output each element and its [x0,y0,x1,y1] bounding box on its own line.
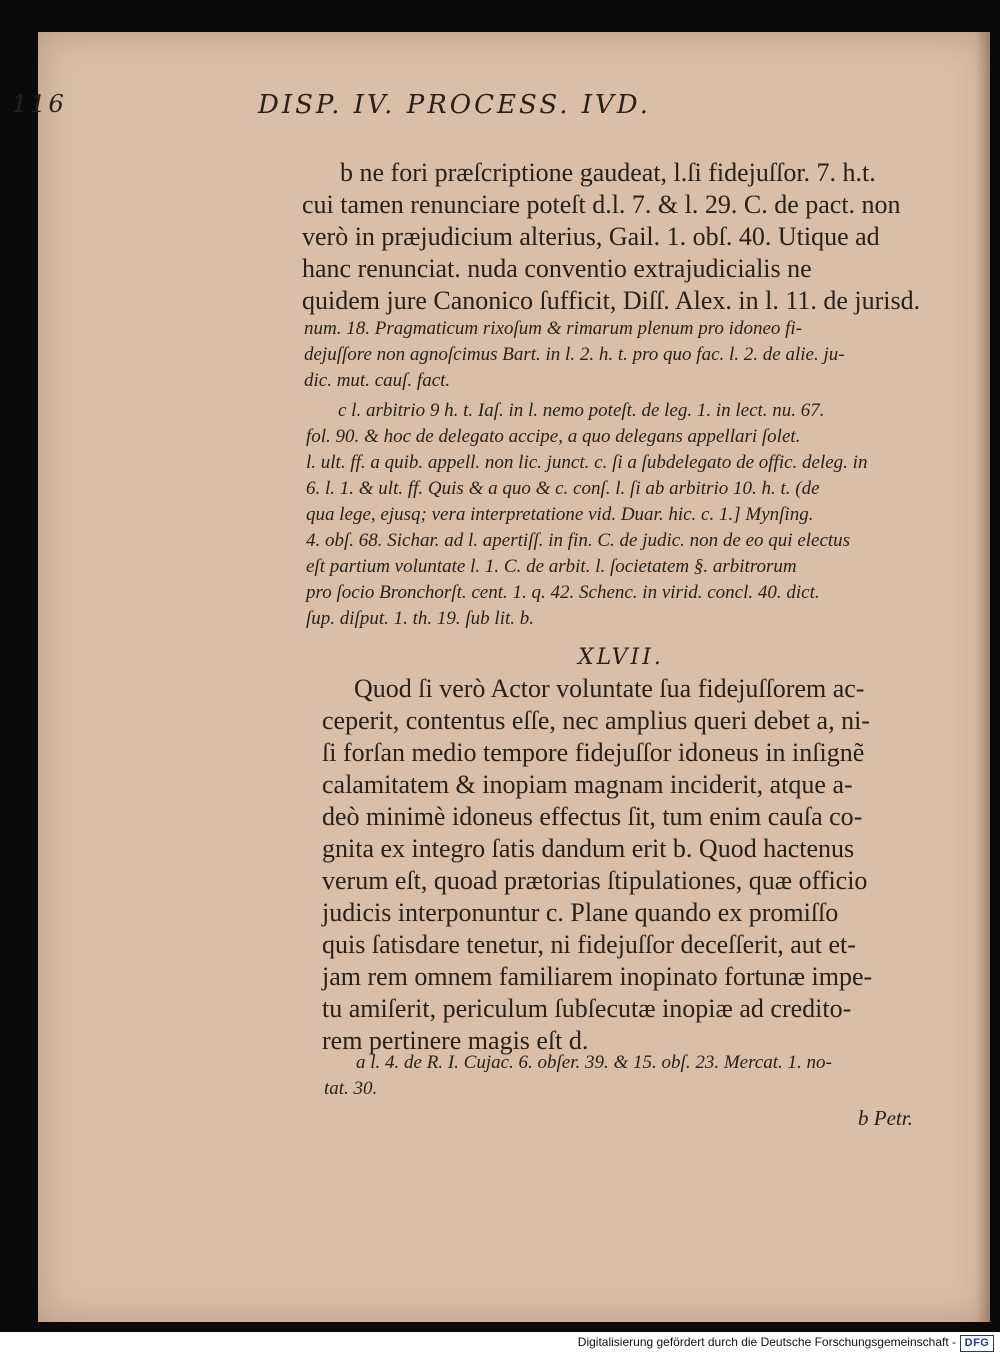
text-line: tu amiſerit, periculum ſubſecutæ inopiæ ad credito- [322,994,852,1023]
text-line: quis ſatisdare tenetur, ni fidejuſſor deceſſerit, aut et- [322,930,856,959]
page-number: 116 [12,90,67,118]
text-line: verò in præjudicium alterius, Gail. 1. obſ. 40. Utique ad [302,222,880,251]
text-line: gnita ex integro ſatis dandum erit b. Quod hactenus [322,834,855,863]
running-header [12,90,651,120]
funding-notice: Digitalisierung gefördert durch die Deutsche Forschungsgemeinschaft - [577,1335,956,1349]
text-line: jam rem omnem familiarem inopinato fortunæ impe- [322,962,873,991]
section-number: XLVII. [578,645,664,670]
footnote-c-line: pro ſocio Bronchorſt. cent. 1. q. 42. Schenc. in virid. concl. 40. dict. [306,582,820,603]
text-line: deò minimè idoneus effectus ſit, tum enim cauſa co- [322,802,863,831]
text-line: ceperit, contentus eſſe, nec amplius queri debet a, ni- [322,706,870,735]
footnote-c-line: 4. obſ. 68. Sichar. ad l. apertiſſ. in fin. C. de judic. non de eo qui electus [306,530,851,551]
footnote-a-line: tat. 30. [324,1078,378,1099]
text-line: b ne fori præſcriptione gaudeat, l.ſi fidejuſſor. 7. h.t. [340,158,876,187]
page-edge-shadow [976,32,990,1322]
footnote-c-line: 6. l. 1. & ult. ff. Quis & a quo & c. conſ. l. ſi ab arbitrio 10. h. t. (de [306,478,820,499]
text-line: Quod ſi verò Actor voluntate ſua fidejuſſorem ac- [354,674,865,703]
footnote-c-line: fol. 90. & hoc de delegato accipe, a quo delegans appellari ſolet. [306,426,801,447]
text-line: calamitatem & inopiam magnam inciderit, atque a- [322,770,853,799]
footnote-c-line: eſt partium voluntate l. 1. C. de arbit. l. ſocietatem §. arbitrorum [306,556,797,577]
footnote-c-line: ſup. diſput. 1. th. 19. ſub lit. b. [306,608,535,629]
catchword: b Petr. [858,1106,913,1130]
footnote-a-line: a l. 4. de R. I. Cujac. 6. obſer. 39. & 15. obſ. 23. Mercat. 1. no- [356,1052,832,1073]
text-line: quidem jure Canonico ſufficit, Diſſ. Alex. in l. 11. de jurisd. [302,286,921,315]
text-line: ſi forſan medio tempore fidejuſſor idoneus in inſignẽ [322,738,865,767]
note-line: num. 18. Pragmaticum rixoſum & rimarum plenum pro idoneo fi- [304,318,803,339]
running-title: DISP. IV. PROCESS. IVD. [258,90,651,120]
text-line: hanc renunciat. nuda conventio extrajudicialis ne [302,254,812,283]
note-line: dic. mut. cauſ. fact. [304,370,451,391]
footer-bar [0,1332,1000,1354]
text-line: rem pertinere magis eſt d. [322,1026,589,1055]
footnote-c-line: c l. arbitrio 9 h. t. Iaſ. in l. nemo poteſt. de leg. 1. in lect. nu. 67. [338,400,825,421]
text-line: judicis interponuntur c. Plane quando ex promiſſo [322,898,839,927]
dfg-logo: DFG [960,1335,994,1352]
footnote-c-line: qua lege, ejusq; vera interpretatione vid. Duar. hic. c. 1.] Mynſing. [306,504,814,525]
text-line: verum eſt, quoad prætorias ſtipulationes, quæ officio [322,866,868,895]
footnote-c-line: l. ult. ff. a quib. appell. non lic. junct. c. ſi a ſubdelegato de offic. deleg. in [306,452,868,473]
note-line: dejuſſore non agnoſcimus Bart. in l. 2. h. t. pro quo fac. l. 2. de alie. ju- [304,344,845,365]
text-line: cui tamen renunciare poteſt d.l. 7. & l. 29. C. de pact. non [302,190,901,219]
